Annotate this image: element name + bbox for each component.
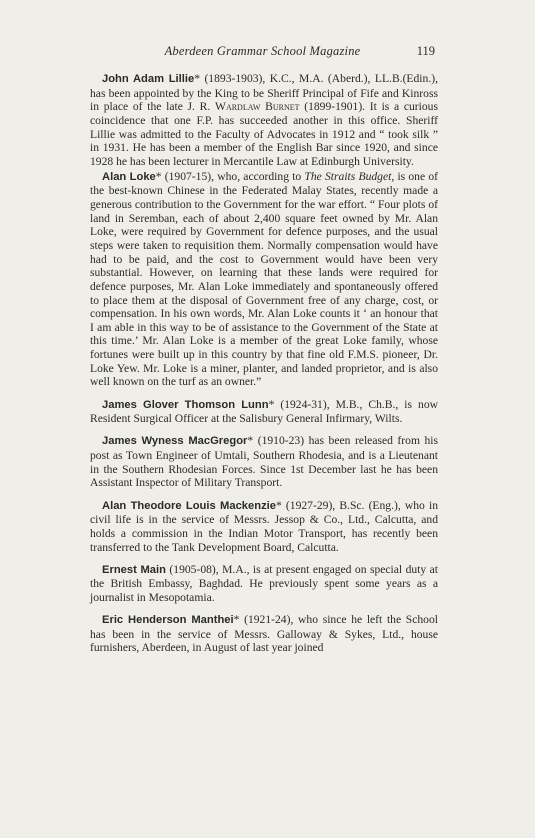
entry-text-continued: (1899-1901). It is a curious coincidence that one F.P. has succeeded another in this office. Sheriff Lillie was admitted to the Faculty of Advocates in 1912 and “ took silk ” in 1931. He has been a member of the English Bar since 1920, and since 1928 he has been lecturer in Mercantile Law at Edinburgh University. [90,100,438,168]
running-title: Aberdeen Grammar School Magazine [164,44,361,58]
entry-manthei [90,613,438,655]
entry-name: James Wyness MacGregor [102,435,248,448]
entry-text: * (1910-23) has been released from his post as Town Engineer of Umtali, Southern Rhodesia, and is a Lieutenant in the Southern Rhodesian Forces. Since 1st December last he has been Assistant Inspector of Military Transport. [90,434,438,490]
entry-name: Ernest Main [102,563,166,576]
entry-name: Eric Henderson Manthei [102,614,234,627]
article-body [90,72,438,664]
running-header [90,44,435,64]
entry-name: John Adam Lillie [102,73,195,85]
entry-mackenzie [90,499,438,555]
entry-text: * (1921-24), who since he left the School has been in the service of Messrs. Galloway & Sykes, Ltd., house furnishers, Aberdeen, in August of last year joined [90,613,438,655]
entry-macgregor [90,434,438,490]
entry-text: * (1924-31), M.B., Ch.B., is now Resident Surgical Officer at the Salisbury General Infirmary, Wilts. [90,397,438,426]
entry-text: * (1907-15), who, according to [155,169,305,183]
entry-lillie [90,72,438,169]
entry-name: James Glover Thomson Lunn [102,398,269,411]
entry-lunn [90,398,438,426]
entry-text: * (1927-29), B.Sc. (Eng.), who in civil life is in the service of Messrs. Jessop & Co., Ltd., Calcutta, and holds a commission in the Indian Motor Transport, has recently been transferred to the Tank Development Board, Calcutta. [90,498,438,554]
entry-name: Alan Loke [102,170,156,183]
entry-name: Alan Theodore Louis Mackenzie [102,499,277,512]
entry-loke [90,170,438,390]
entry-text-continued: , is one of the best-known Chinese in the Federated Malay States, recently made a generous contribution to the Government for the war effort. “ Four plots of land in Seremban, each of about 2,400 square feet owned by Mr. Alan Loke, were required by Government for defence purposes, and the usual steps were taken to requisition them. Normally compensation would have had to be paid, and the cost to Government would have been very substantial. However, on learning that these lands were required for defence purposes, Mr. Alan Loke immediately and spontaneously offered to place them at the disposal of Government free of any charge, cost, or compensation. In his own words, Mr. Alan Loke counts it ‘ an honour that I am able in this way to be of assistance to the Government of the State at this time.’ Mr. Alan Loke is a member of the great Loke family, whose fortunes were built up in this country by that fine old F.M.S. pioneer, Dr. Loke Yew. Mr. Loke is a miner, planter, and landed proprietor, and is also well known on the turf as an owner.” [90,169,438,389]
entry-main [90,563,438,605]
entry-smallcaps-name: Wardlaw Burnet [215,100,300,114]
page-number: 119 [416,44,435,58]
entry-text: * (1893-1903), K.C., M.A. (Aberd.), LL.B.(Edin.), has been appointed by the King to be Sheriff Principal of Fife and Kinross in place of the late J. R. [90,72,438,114]
entry-text: (1905-08), M.A., is at present engaged on special duty at the British Embassy, Baghdad. He previously spent some years as a journalist in Mesopotamia. [90,562,438,604]
entry-publication-title: The Straits Budget [304,169,392,183]
